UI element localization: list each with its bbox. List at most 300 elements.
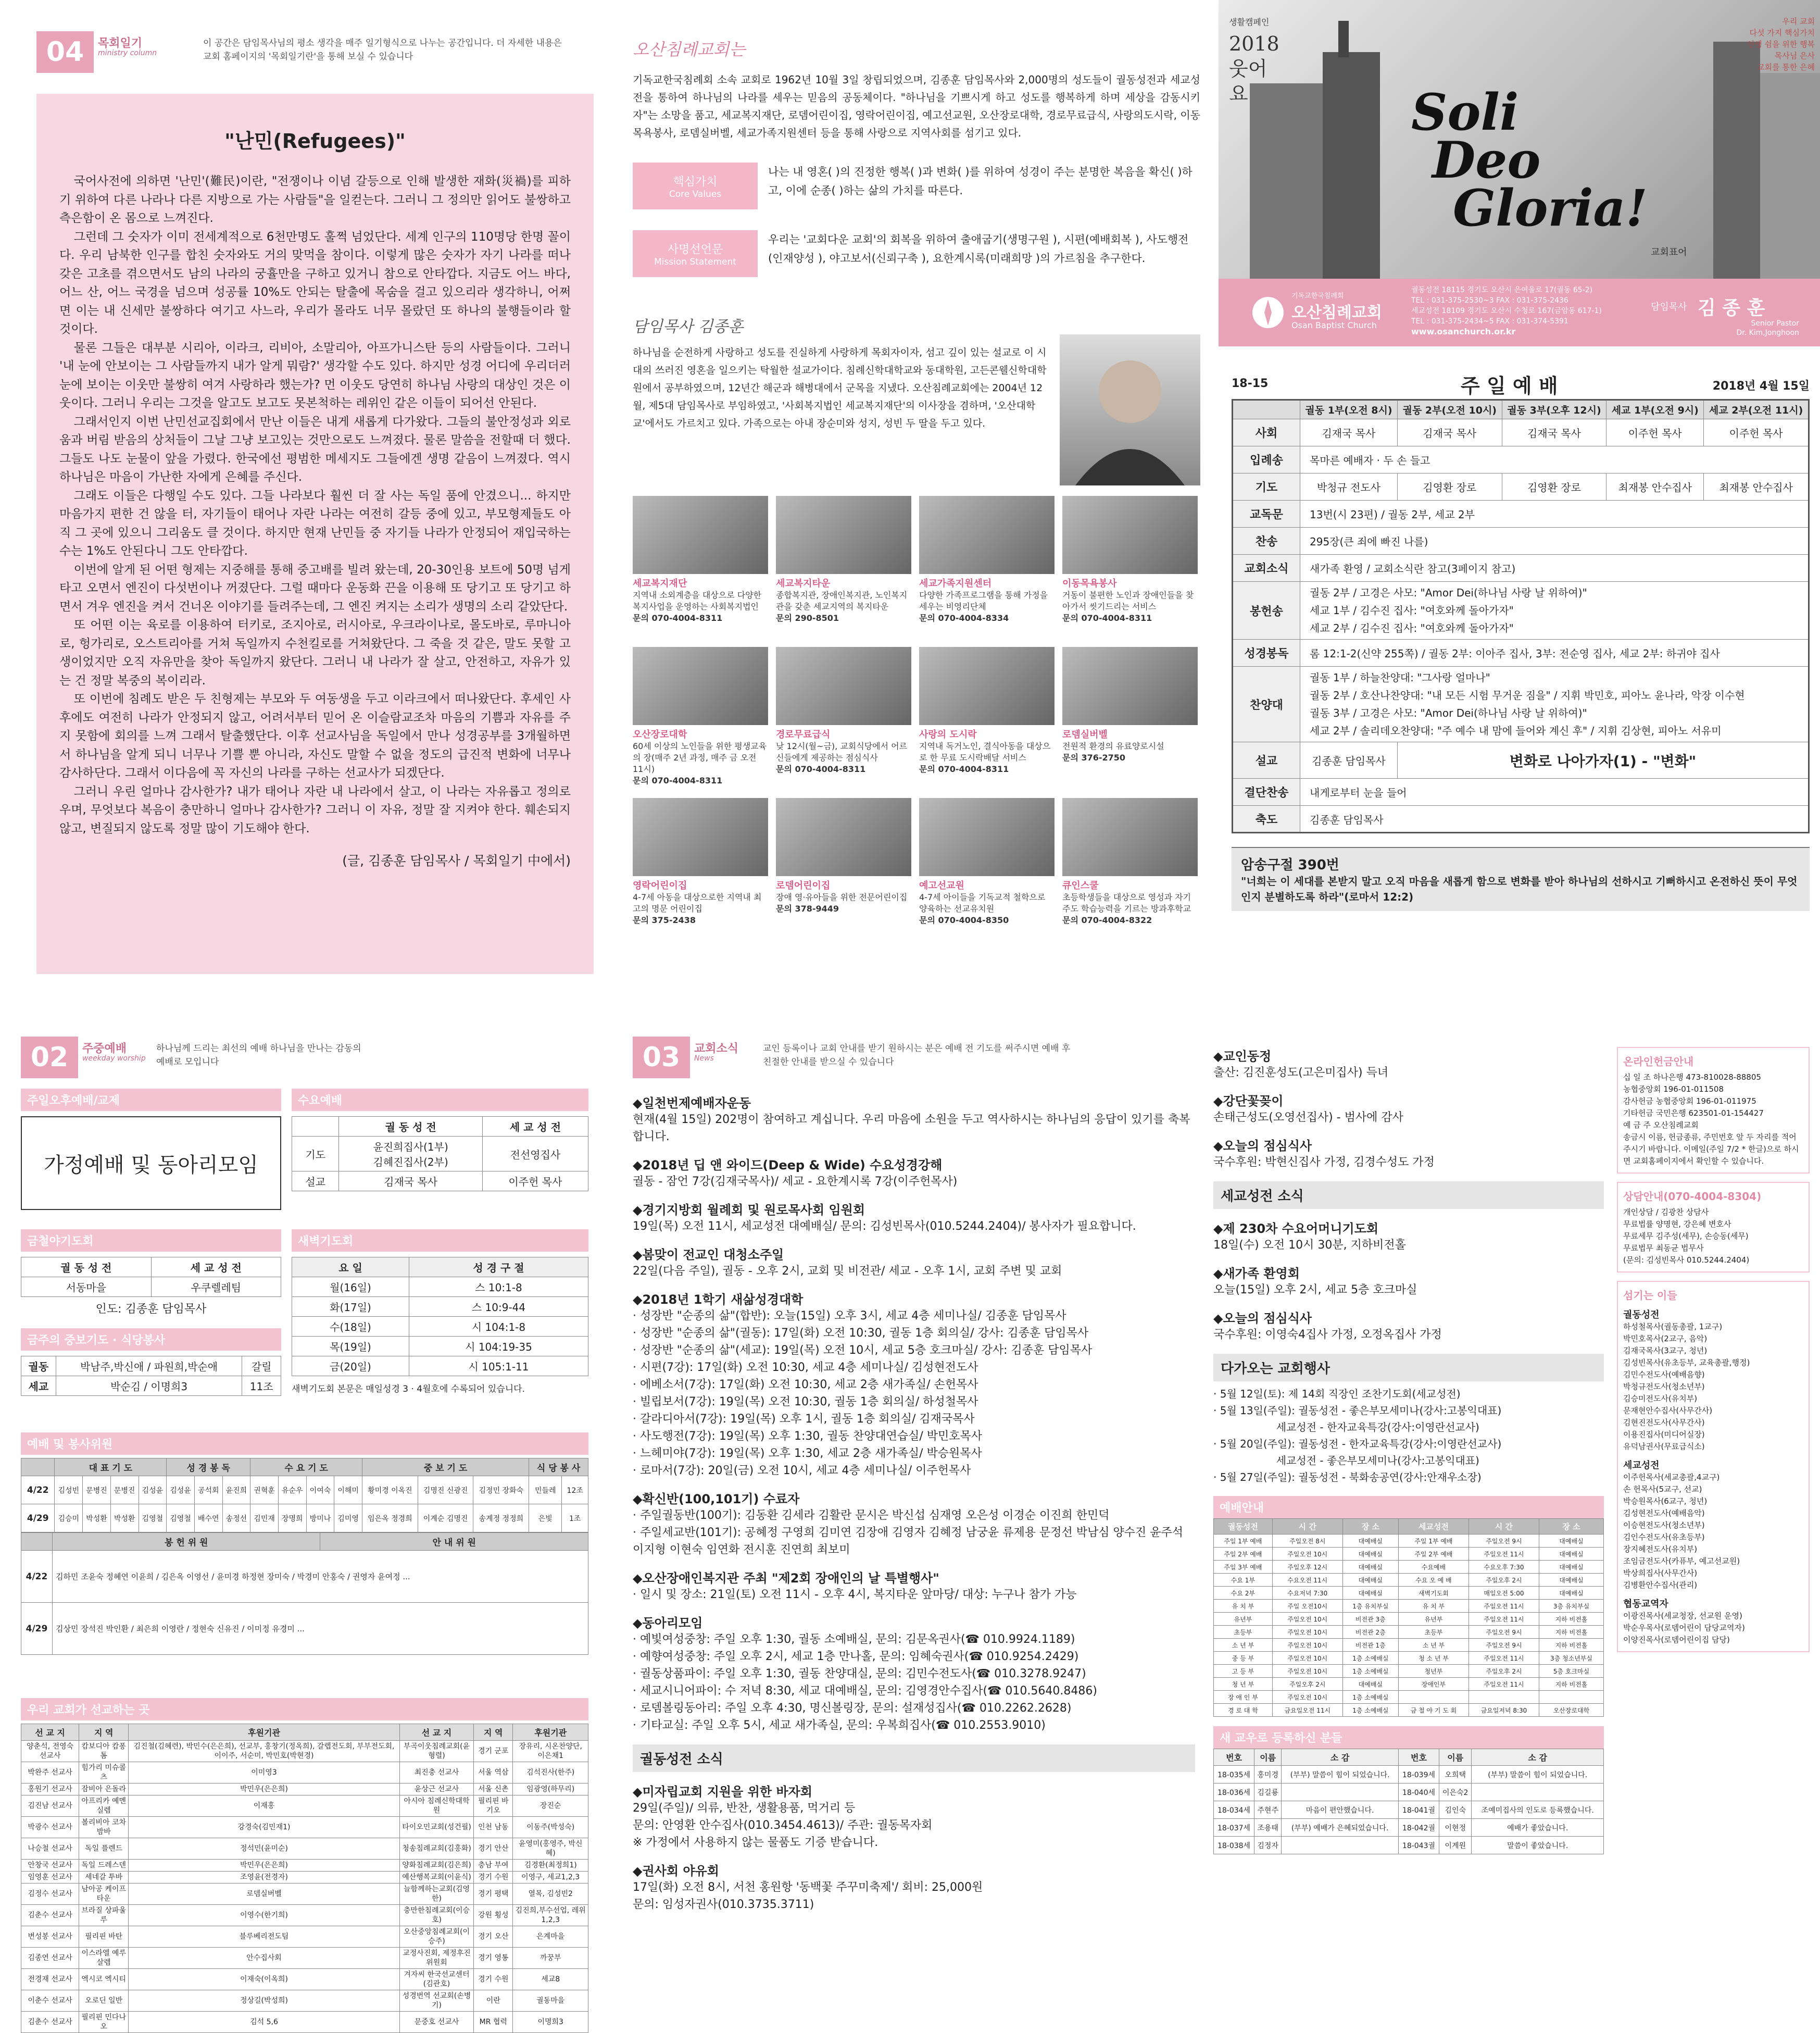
news-item bbox=[1213, 1308, 1604, 1343]
mission-cell: 홍원기 선교사 bbox=[21, 1783, 79, 1795]
news-line: · 로뎀볼링동아리: 주일 오후 4:30, 명신볼링장, 문의: 설재성집사(☎ 010.2262.2628) bbox=[633, 1702, 1072, 1715]
counsel-box-line: 무료법률 양명현, 강은혜 변호사 bbox=[1623, 1219, 1731, 1229]
guide-cell: 지하 비전홀 bbox=[1539, 1626, 1603, 1639]
service-time-header: 세교 1부(오전 9시) bbox=[1606, 400, 1704, 419]
mission-row bbox=[21, 1884, 588, 1905]
service-text: 4-7세 아이들을 기독교적 철학으로 양육하는 선교유치원 bbox=[919, 892, 1046, 914]
service-text: 지역내 독거노인, 결식아동을 대상으로 한 무료 도시락배달 서비스 bbox=[919, 741, 1051, 763]
worship-lines-cell bbox=[1300, 667, 1809, 742]
intro-heading: 오산침례교회는 bbox=[633, 40, 746, 59]
row-label: 성경봉독 bbox=[1233, 640, 1300, 667]
guide-cell: 수요오후 7:30 bbox=[1468, 1561, 1539, 1574]
service-caption bbox=[776, 729, 911, 775]
mission-cell: 김종연 선교사 bbox=[21, 1948, 79, 1969]
duty-cell: 김정민 장화숙 bbox=[473, 1476, 529, 1504]
memory-title: 암송구절 390번 bbox=[1241, 857, 1339, 873]
counsel-box-line: 무료세무 김주성(세무), 손승동(세무) bbox=[1623, 1231, 1749, 1241]
slogan-item: 목사님 은사 bbox=[1774, 51, 1815, 60]
dawn-cell: 스 10:1-8 bbox=[409, 1277, 588, 1297]
pastor-photo bbox=[1060, 334, 1200, 485]
guide-cell: 소 년 부 bbox=[1398, 1639, 1468, 1652]
offering-box-line: 감사헌금 농협중앙회 196-01-011975 bbox=[1623, 1096, 1756, 1106]
newcomer-col-header: 번호 bbox=[1214, 1749, 1254, 1766]
address-1: 궐동성전 18115 경기도 오산시 은여울로 17(궐동 65-2) bbox=[1411, 286, 1593, 294]
guide-cell: 수요 2부 bbox=[1214, 1587, 1273, 1600]
newcomer-row bbox=[1214, 1801, 1604, 1819]
wed-row bbox=[292, 1171, 588, 1191]
pastor-label: 담임목사 bbox=[1651, 302, 1687, 313]
newcomer-cell: 18-039세 bbox=[1398, 1766, 1439, 1783]
address-2: 세교성전 18109 경기도 오산시 수청로 167(금암동 617-1) bbox=[1411, 307, 1602, 315]
mission-cell: 교정사진회, 제정후진위원회 bbox=[399, 1948, 473, 1969]
mission-row bbox=[21, 2012, 588, 2033]
news-line: 문의: 임성자권사(010.3735.3711) bbox=[633, 1898, 814, 1911]
mission-cell: 경기 평택 bbox=[474, 1884, 513, 1905]
row-label: 축도 bbox=[1233, 806, 1300, 833]
news-column-1 bbox=[633, 1083, 1195, 1913]
column-paragraph: 그래서인지 이번 난민선교집회에서 만난 이들은 내게 새롭게 다가왔다. 그들의 불안정성과 외로움과 버림 받음의 상처들이 그날 그냥 보고있는 것만으로도 느껴졌다. 물론 말씀을 전할때 더 했다. 그들도 나도 눈물이 앞을 가렸다. 한국에선 평범한 메세지도 그들에겐 생명 같음이 느껴졌다. 역시 하나님은 마음이 가난한 자에게 은혜를 주신다. bbox=[59, 415, 571, 484]
dawn-row bbox=[292, 1297, 588, 1317]
newcomer-cell: 18-042궐 bbox=[1398, 1819, 1439, 1837]
prayer-row bbox=[21, 1356, 281, 1376]
guide-row bbox=[1214, 1600, 1604, 1613]
duty-col-header: 중 보 기 도 bbox=[362, 1458, 529, 1476]
news-column-2 bbox=[1213, 1037, 1604, 1854]
guide-cell: 주일오전 11시 bbox=[1468, 1600, 1539, 1613]
duty-cell: 김승미 bbox=[55, 1504, 83, 1532]
mission-row bbox=[21, 1783, 588, 1795]
service-text: 낮 12시(월~금), 교회식당에서 어르신들에게 제공하는 점심식사 bbox=[776, 741, 908, 763]
duty-row bbox=[21, 1476, 588, 1504]
slogan-item: 교회를 통한 은혜 bbox=[1757, 63, 1815, 72]
duty-cell: 이계순 김명진 bbox=[418, 1504, 473, 1532]
mission-cell: 안창국 선교사 bbox=[21, 1860, 79, 1872]
news-line: 국수후원: 박현신집사 가정, 김경수성도 가정 bbox=[1213, 1156, 1435, 1169]
guide-cell: 주일오전 11시 bbox=[1468, 1652, 1539, 1665]
news-item bbox=[633, 1613, 1195, 1734]
worship-row bbox=[1233, 473, 1809, 501]
news-line: · 빌립보서(7강): 19일(목) 오전 10:30, 궐동 1층 회의실/ 하성철목사 bbox=[633, 1395, 978, 1408]
motto-line: Deo bbox=[1432, 131, 1541, 190]
service-title: 로뎀어린이집 bbox=[776, 880, 831, 891]
pastor-en-2: Dr. Kim,Jonghoon bbox=[1736, 329, 1799, 337]
guide-cell: 초등부 bbox=[1214, 1626, 1273, 1639]
column-paragraph: 그래도 이들은 다행일 수도 있다. 그들 나라보다 훨씬 더 잘 사는 독일 품에 안겼으니... 하지만 마음가지 편한 건 않을 터, 자기들이 태어나 자란 나라는 여전히 갈등 중에 있고, 부모형제들도 아직 그 곳에 있으니 그리움도 클 것이다. 하지만 현재 난민들 중 자기들 나라가 안정되어 재입국하는 수는 1%도 안된다니 그도 안타깝다. bbox=[59, 489, 571, 558]
dawn-row bbox=[292, 1356, 588, 1376]
duty-table bbox=[21, 1458, 588, 1532]
corner-cell bbox=[21, 1533, 53, 1551]
event-line: · 5월 27일(주일): 궐동성전 - 북화송공연(강사:안재우소장) bbox=[1213, 1471, 1482, 1483]
mission-col-header: 선 교 지 bbox=[399, 1724, 473, 1741]
guide-cell: 주일오전 10시 bbox=[1272, 1639, 1342, 1652]
staff-line: 김병환안수집사(관리) bbox=[1623, 1580, 1698, 1590]
worship-line: 궐동 3부 / 고경은 사모: "Amor Dei(하나님 사랑 날 위하여)" bbox=[1310, 707, 1587, 719]
wednesday-block bbox=[292, 1089, 588, 1191]
mission-cell: 이란 bbox=[474, 1990, 513, 2012]
news-line: · 에베소서(7강): 17일(화) 오전 10:30, 세교 2층 새가족실/ 손헌목사 bbox=[633, 1378, 978, 1391]
newcomer-table bbox=[1213, 1749, 1604, 1854]
section-number: 04 bbox=[36, 31, 94, 73]
news-line: · 기타교실: 주일 오후 5시, 세교 새가족실, 문의: 우복희집사(☎ 010.2553.9010) bbox=[633, 1719, 1046, 1732]
service-title: 이동목욕봉사 bbox=[1062, 578, 1117, 589]
guide-row bbox=[1214, 1548, 1604, 1561]
wednesday-label: 수요예배 bbox=[292, 1089, 588, 1111]
service-tel: 문의 070-4004-8311 bbox=[776, 764, 866, 774]
duty-cell: 배수연 bbox=[194, 1504, 222, 1532]
mission-cell: 김진철(김혜련), 박민수(은은희), 선교부, 홍창기(정옥희), 갈렙전도회, 부부전도회, 이이주, 서순미, 박민호(박현경) bbox=[129, 1741, 400, 1762]
guide-cell: 수요 1부 bbox=[1214, 1574, 1273, 1587]
staff-line: 김성빈목사(유초등부, 교육총괄,행정) bbox=[1623, 1358, 1750, 1367]
news-line: 출산: 김진훈성도(고은미집사) 득녀 bbox=[1213, 1066, 1389, 1079]
mission-cell: 열목, 김성빈2 bbox=[513, 1884, 588, 1905]
guide-cell: 대예배실 bbox=[1342, 1587, 1398, 1600]
mission-cell: 김정수 선교사 bbox=[21, 1884, 79, 1905]
column-body bbox=[59, 172, 571, 838]
dawn-header-row bbox=[292, 1257, 588, 1277]
duty-cell: 1조 bbox=[562, 1504, 588, 1532]
newcomer-cell: (부부) 예배가 은혜되었습니다. bbox=[1282, 1819, 1399, 1837]
newcomer-cell: (부부) 말씀이 힘이 되었습니다. bbox=[1282, 1766, 1399, 1783]
mission-cell: 장유리, 시온찬양단, 이은채1 bbox=[513, 1741, 588, 1762]
news-item bbox=[1213, 1263, 1604, 1299]
mission-row bbox=[21, 1969, 588, 1990]
service-grid bbox=[633, 496, 1200, 939]
fri-col-header: 궐 동 성 전 bbox=[21, 1257, 152, 1277]
mission-cell: 강원 횡성 bbox=[474, 1905, 513, 1926]
mission-cell: 나승철 선교사 bbox=[21, 1838, 79, 1860]
worship-row bbox=[1233, 640, 1809, 667]
prayer-label-cell: 궐동 bbox=[21, 1356, 56, 1376]
row-label: 교회소식 bbox=[1233, 555, 1300, 582]
news-line: · 느헤미야(7강): 19일(목) 오후 1:30, 세교 2층 새가족실/ 박승원목사 bbox=[633, 1447, 982, 1460]
service-text: 60세 이상의 노인들을 위한 평생교육의 장(매주 2년 과정, 매주 금 오전 11시) bbox=[633, 741, 767, 774]
news-line: · 궐동상품파이: 주일 오후 1:30, 궐동 찬양대실, 문의: 김민수전도사(☎ 010.3278.9247) bbox=[633, 1667, 1086, 1680]
afternoon-block bbox=[21, 1089, 281, 1210]
afternoon-text: 가정예배 및 동아리모임 bbox=[21, 1116, 281, 1210]
mission-cell: 이명희3 bbox=[513, 2012, 588, 2033]
section-name: 교회소식 bbox=[694, 1042, 739, 1055]
worship-cell: 김재국 목사 bbox=[1300, 419, 1398, 446]
mission-cell: 청송침례교회(김홍화) bbox=[399, 1838, 473, 1860]
page-02 bbox=[21, 1037, 588, 2031]
section-name: 주중예배 bbox=[82, 1042, 127, 1055]
guide-cell: 지하 비전홀 bbox=[1539, 1678, 1603, 1691]
guide-row bbox=[1214, 1535, 1604, 1548]
news-line: 현재(4월 15일) 202명이 참여하고 계십니다. 우리 마음에 소원을 두고 역사하시는 하나님의 응답이 있기를 축복합니다. bbox=[633, 1113, 1190, 1143]
guide-cell: 3층 청소년부실 bbox=[1539, 1652, 1603, 1665]
service-text: 다양한 가족프로그램을 통해 가정을 세우는 비영리단체 bbox=[919, 590, 1048, 612]
news-item bbox=[633, 1781, 1195, 1851]
guide-cell: 1층 유치부실 bbox=[1342, 1600, 1398, 1613]
mission-cell: 경기 수원 bbox=[474, 1969, 513, 1990]
church-url[interactable]: www.osanchurch.or.kr bbox=[1411, 327, 1516, 336]
guide-row bbox=[1214, 1587, 1604, 1600]
mission-cell: 강경숙(김민재1) bbox=[129, 1817, 400, 1838]
afternoon-label: 주일오후예배/교제 bbox=[21, 1089, 281, 1111]
guide-cell: 1층 소예배실 bbox=[1342, 1704, 1398, 1717]
dawn-cell: 금(20일) bbox=[292, 1356, 409, 1376]
guide-cell: 주일오전 11시 bbox=[1468, 1678, 1539, 1691]
core-values-label: 핵심가치 bbox=[673, 175, 718, 189]
worship-row bbox=[1233, 582, 1809, 640]
news-line: 19일(목) 오전 11시, 세교성전 대예배실/ 문의: 김성빈목사(010.5244.2404)/ 봉사자가 필요합니다. bbox=[633, 1220, 1136, 1233]
newcomer-cell: 예배가 좋았습니다. bbox=[1472, 1819, 1604, 1837]
worship-span-cell: 295장(큰 죄에 빠진 나를) bbox=[1300, 528, 1809, 555]
wed-row-label: 기도 bbox=[292, 1137, 339, 1171]
campaign-small: 생활캠페인 bbox=[1229, 17, 1270, 27]
mission-row bbox=[21, 1926, 588, 1948]
service-title: 로뎀실버벨 bbox=[1062, 729, 1108, 740]
newcomer-cell: 김길룡 bbox=[1254, 1783, 1282, 1801]
dawn-row bbox=[292, 1317, 588, 1337]
news-heading: ◆오늘의 점심식사 bbox=[1213, 1139, 1312, 1153]
service-photo bbox=[776, 798, 911, 876]
mission-row bbox=[21, 1990, 588, 2012]
news-line: · 시편(7강): 17일(화) 오전 10:30, 세교 4층 세미나실/ 김성현전도사 bbox=[633, 1361, 978, 1374]
mission-cell: 남아공 케이프타운 bbox=[79, 1884, 129, 1905]
mission-cell: 최진충 선교사 bbox=[399, 1762, 473, 1783]
staff-line: 김현진전도사(사무간사) bbox=[1623, 1418, 1705, 1427]
dawn-table bbox=[292, 1257, 588, 1376]
mission-badge bbox=[633, 230, 758, 277]
mission-row bbox=[21, 1762, 588, 1783]
staff-line: 김승미전도사(유치부) bbox=[1623, 1394, 1698, 1403]
newcomer-cell: 이현정 bbox=[1439, 1819, 1472, 1837]
wed-col-header: 궐 동 성 전 bbox=[339, 1117, 482, 1137]
issue-number: 18-15 bbox=[1232, 377, 1269, 390]
guide-header-row bbox=[1214, 1519, 1604, 1535]
prayer-food: 갈릴 bbox=[242, 1356, 281, 1376]
staff-line: 김재국목사(3교구, 청년) bbox=[1623, 1346, 1708, 1355]
row-label: 설교 bbox=[1233, 742, 1300, 779]
worship-cell: 이주헌 목사 bbox=[1704, 419, 1809, 446]
mission-row bbox=[21, 1741, 588, 1762]
service-time-header: 궐동 3부(오후 12시) bbox=[1502, 400, 1606, 419]
guide-row bbox=[1214, 1678, 1604, 1691]
guide-cell: 주일오전 10시 bbox=[1272, 1665, 1342, 1678]
usher-text: 김하민 조윤숙 정혜연 이윤희 / 김은옥 이영선 / 윤미경 하정현 장미숙 / 박경미 안홍숙 / 권영자 윤여정 ... bbox=[53, 1551, 588, 1603]
worship-row bbox=[1233, 742, 1809, 779]
newcomer-row bbox=[1214, 1783, 1604, 1801]
worship-cell: 최재봉 안수집사 bbox=[1704, 473, 1809, 501]
fri-row bbox=[21, 1277, 281, 1297]
mission-cell: 서울 역삼 bbox=[474, 1762, 513, 1783]
guide-cell: 1층 소예배실 bbox=[1342, 1652, 1398, 1665]
section-subtitle: News bbox=[694, 1054, 714, 1063]
guide-row bbox=[1214, 1691, 1604, 1704]
corner-cell bbox=[292, 1117, 339, 1137]
mission-cell: 이영구, 세교1,2,3 bbox=[513, 1872, 588, 1884]
service-photo bbox=[1062, 496, 1198, 574]
worship-cell: 최재봉 안수집사 bbox=[1606, 473, 1704, 501]
event-line: 세교성전 - 좋은부모세미나(강사:고봉익대표) bbox=[1213, 1454, 1479, 1467]
prayer-block bbox=[21, 1328, 281, 1396]
column-title: "난민(Refugees)" bbox=[224, 130, 406, 153]
worship-line: 궐동 2부 / 호산나찬양대: "내 모든 시험 무거운 짐을" / 지휘 박민호, 피아노 윤나라, 악장 이수현 bbox=[1310, 689, 1745, 702]
guide-cell: 유년부 bbox=[1214, 1613, 1273, 1626]
prayer-names: 박순김 / 이명희3 bbox=[56, 1376, 242, 1396]
duty-cell: 김성윤 bbox=[167, 1476, 195, 1504]
duty-cell: 유순우 bbox=[278, 1476, 306, 1504]
dawn-cell: 목(19일) bbox=[292, 1337, 409, 1356]
slogan-item: 인생 쉼을 위한 행복 bbox=[1747, 40, 1815, 49]
usher-date: 4/22 bbox=[21, 1551, 53, 1603]
staff-group-title: 협동교역자 bbox=[1623, 1599, 1668, 1610]
service-text: 거동이 불편한 노인과 장애인들을 찾아가서 씻기드리는 서비스 bbox=[1062, 590, 1194, 612]
mission-cell: 필리핀 바기오 bbox=[474, 1795, 513, 1817]
mission-cell: 독일 드레스덴 bbox=[79, 1860, 129, 1872]
service-tel: 문의 070-4004-8322 bbox=[1062, 915, 1152, 925]
guide-row bbox=[1214, 1652, 1604, 1665]
guide-cell: 3층 유치부실 bbox=[1539, 1600, 1603, 1613]
mission-cell: 필리핀 민다나오 bbox=[79, 2012, 129, 2033]
service-title: 예고선교원 bbox=[919, 880, 964, 891]
motto bbox=[1411, 83, 1648, 238]
mission-cell: MR 협력 bbox=[474, 2012, 513, 2033]
wed-cell bbox=[339, 1137, 482, 1171]
service-time-header: 세교 2부(오전 11시) bbox=[1704, 400, 1809, 419]
guide-cell: 중 등 부 bbox=[1214, 1652, 1273, 1665]
guide-header: 안 내 위 원 bbox=[320, 1533, 588, 1551]
news-item bbox=[633, 1489, 1195, 1558]
mission-label: 사명선언문 bbox=[667, 243, 723, 256]
core-values-row bbox=[633, 163, 1200, 225]
mission-cell: 부곡이웃침례교회(윤형렬) bbox=[399, 1741, 473, 1762]
fri-cell: 우쿠렐레팀 bbox=[151, 1277, 281, 1297]
mission-cell: 박완주 선교사 bbox=[21, 1762, 79, 1783]
staff-line: 손 헌목사(5교구, 선교) bbox=[1623, 1485, 1702, 1494]
staff-line: 김인수전도사(유초등부) bbox=[1623, 1532, 1705, 1542]
duty-cell: 김미영 bbox=[334, 1504, 362, 1532]
church-logo-icon bbox=[1250, 294, 1286, 331]
column-box bbox=[36, 94, 594, 974]
newcomer-cell: 오희택 bbox=[1439, 1766, 1472, 1783]
guide-cell: 주일오후 2시 bbox=[1468, 1574, 1539, 1587]
news-column-3 bbox=[1617, 1047, 1810, 1661]
newcomer-cell: 마음이 편안했습니다. bbox=[1282, 1801, 1399, 1819]
news-line: · 갈라디아서(7강): 19일(목) 오후 1시, 궐동 1층 회의실/ 김재국목사 bbox=[633, 1413, 975, 1426]
mission-cell: 잠비아 은돌라 bbox=[79, 1783, 129, 1795]
address-block bbox=[1411, 285, 1602, 337]
worship-row bbox=[1233, 806, 1809, 833]
service-tel: 문의 070-4004-8334 bbox=[919, 613, 1009, 623]
guide-cell: 주일오전 11시 bbox=[1468, 1613, 1539, 1626]
service-time-header: 궐동 1부(오전 8시) bbox=[1300, 400, 1398, 419]
guide-cell: 대예배실 bbox=[1342, 1678, 1398, 1691]
counsel-box-line: 무료법무 최동균 법무사 bbox=[1623, 1243, 1704, 1253]
newcomer-cell: 18-043궐 bbox=[1398, 1837, 1439, 1854]
service-title: 세교가족지원센터 bbox=[919, 578, 992, 589]
dawn-cell: 스 10:9-44 bbox=[409, 1297, 588, 1317]
wed-row bbox=[292, 1137, 588, 1171]
guide-col-header: 장 소 bbox=[1342, 1519, 1398, 1535]
staff-group-title: 세교성전 bbox=[1623, 1460, 1660, 1471]
mission-header-row bbox=[21, 1724, 588, 1741]
tel-2: TEL : 031-375-2434~5 FAX : 031-374-5391 bbox=[1411, 317, 1568, 326]
guide-cell: 대예배실 bbox=[1539, 1548, 1603, 1561]
guide-cell: 주일오전 10시 bbox=[1272, 1613, 1342, 1626]
news-line: · 로마서(7강): 20일(금) 오전 10시, 세교 4층 세미나실/ 이주헌목사 bbox=[633, 1464, 971, 1477]
mission-cell: 경기 오산 bbox=[474, 1926, 513, 1948]
mission-cell: 임광영(하무리) bbox=[513, 1783, 588, 1795]
usher-header-row bbox=[21, 1533, 588, 1551]
news-item bbox=[633, 1568, 1195, 1603]
usher-row bbox=[21, 1603, 588, 1655]
offering-box-line: 예 금 주 오산침례교회 bbox=[1623, 1120, 1699, 1130]
offering-box-line: 송금시 이름, 헌금종류, 주민번호 앞 두 자리를 적어주시기 바랍니다. 이메일(주일 7/2 * 한글)으로 하시면 교회홈페이지에서 확인할 수 있습니다. bbox=[1623, 1132, 1799, 1166]
service-tel: 문의 378-9449 bbox=[776, 904, 839, 914]
counsel-box-title: 상담안내(070-4004-8304) bbox=[1623, 1190, 1762, 1203]
staff-line: 문재현안수집사(사무간사) bbox=[1623, 1406, 1713, 1415]
guide-cell: 청 년 부 bbox=[1214, 1678, 1273, 1691]
offering-box-title: 온라인헌금안내 bbox=[1623, 1055, 1694, 1068]
service-text: 종합복지관, 장애인복지관, 노인복지관을 갖춘 세교지역의 복지타운 bbox=[776, 590, 908, 612]
duty-cell: 이여숙 bbox=[306, 1476, 334, 1504]
newcomer-col-header: 이름 bbox=[1439, 1749, 1472, 1766]
row-label: 찬양대 bbox=[1233, 667, 1300, 742]
duty-cell: 이해미 bbox=[334, 1476, 362, 1504]
duty-cell: 황미경 이옥진 bbox=[362, 1476, 418, 1504]
duty-cell: 송정선 bbox=[222, 1504, 250, 1532]
worship-row bbox=[1233, 779, 1809, 806]
service-title: 세교복지타운 bbox=[776, 578, 831, 589]
dawn-cell: 수(18일) bbox=[292, 1317, 409, 1337]
sekyo-news-label: 세교성전 소식 bbox=[1213, 1181, 1604, 1209]
worship-cell: 이주헌 목사 bbox=[1606, 419, 1704, 446]
worship-line: 세교 2부 / 솔리데오찬양대: "주 예수 내 맘에 들어와 계신 후" / 지휘 김상현, 피아노 서유미 bbox=[1310, 725, 1722, 737]
service-photo bbox=[919, 496, 1055, 574]
church-info-band bbox=[1219, 279, 1820, 346]
fri-cell: 서동마을 bbox=[21, 1277, 152, 1297]
mission-cell: 양화침례교회(김은희) bbox=[399, 1860, 473, 1872]
mission-row bbox=[21, 1905, 588, 1926]
newcomer-cell: 말씀이 좋았습니다. bbox=[1472, 1837, 1604, 1854]
news-item bbox=[1213, 1218, 1604, 1254]
guide-cell: 대예배실 bbox=[1342, 1535, 1398, 1548]
guide-cell: 새벽기도회 bbox=[1398, 1587, 1468, 1600]
events-list bbox=[1213, 1386, 1604, 1486]
mission-cell: 정석민(윤미순) bbox=[129, 1838, 400, 1860]
staff-line: 박민호목사(2교구, 음악) bbox=[1623, 1334, 1708, 1343]
mission-cell: 경기 영통 bbox=[474, 1948, 513, 1969]
guide-col-header: 시 간 bbox=[1468, 1519, 1539, 1535]
duty-label: 예배 및 봉사위원 bbox=[21, 1432, 588, 1455]
news-item bbox=[633, 1861, 1195, 1913]
offering-box-line: 십 일 조 하나은행 473-810028-88805 bbox=[1623, 1072, 1761, 1082]
wed-name: 김혜진집사(2부) bbox=[373, 1156, 448, 1168]
mission-cell: 이영수(한기희) bbox=[129, 1905, 400, 1926]
mission-cell: 힘가리 미슈콜츠 bbox=[79, 1762, 129, 1783]
corner-cell bbox=[1233, 400, 1300, 419]
duty-block bbox=[21, 1432, 588, 1655]
guide-cell: 주일오전 10시 bbox=[1272, 1626, 1342, 1639]
mission-cell: 볼리비아 코차밤바 bbox=[79, 1817, 129, 1838]
pastor-name: 김 종 훈 bbox=[1698, 297, 1765, 319]
service-caption bbox=[633, 729, 768, 787]
wed-cell: 전선영집사 bbox=[482, 1137, 588, 1171]
motto-line: Soli bbox=[1411, 83, 1519, 142]
guide-label: 예배안내 bbox=[1213, 1496, 1604, 1518]
friday-table bbox=[21, 1257, 281, 1297]
guide-cell: 주일오전 9시 bbox=[1468, 1639, 1539, 1652]
mission-cell: 오로딘 일반 bbox=[79, 1990, 129, 2012]
mission-cell: 변성봉 선교사 bbox=[21, 1926, 79, 1948]
mission-table bbox=[21, 1724, 588, 2033]
guide-row bbox=[1214, 1665, 1604, 1678]
mission-cell: 양춘석, 전영숙 선교사 bbox=[21, 1741, 79, 1762]
guide-cell: 비전관 3층 bbox=[1342, 1613, 1398, 1626]
guide-cell: 주일 1부 예배 bbox=[1398, 1535, 1468, 1548]
